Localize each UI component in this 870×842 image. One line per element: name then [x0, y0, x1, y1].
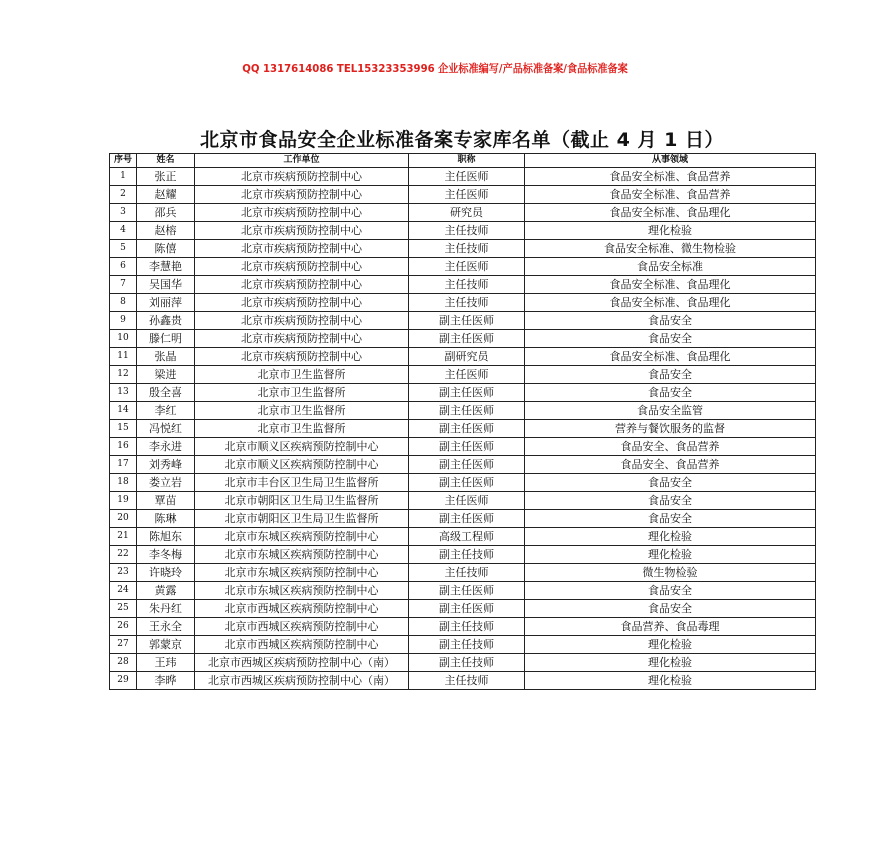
- table-row: [110, 384, 816, 402]
- table-row: [110, 168, 816, 186]
- cell-name: 黄露: [137, 582, 195, 600]
- cell-title: 高级工程师: [409, 528, 525, 546]
- cell-name: 李冬梅: [137, 546, 195, 564]
- contact-header: QQ 1317614086 TEL15323353996 企业标准编写/产品标准备案/食品标准备案: [242, 62, 628, 75]
- cell-field: 食品安全: [525, 312, 816, 330]
- cell-title: 主任医师: [409, 492, 525, 510]
- cell-unit: 北京市疾病预防控制中心: [195, 168, 409, 186]
- table-row: [110, 636, 816, 654]
- cell-no: 20: [110, 510, 137, 528]
- cell-title: 主任技师: [409, 672, 525, 690]
- cell-no: 26: [110, 618, 137, 636]
- cell-name: 李红: [137, 402, 195, 420]
- cell-unit: 北京市丰台区卫生局卫生监督所: [195, 474, 409, 492]
- expert-table: [109, 153, 816, 690]
- cell-unit: 北京市疾病预防控制中心: [195, 222, 409, 240]
- cell-field: 食品安全标准、食品理化: [525, 276, 816, 294]
- cell-no: 2: [110, 186, 137, 204]
- cell-name: 陈僖: [137, 240, 195, 258]
- table-row: [110, 618, 816, 636]
- table-row: [110, 312, 816, 330]
- cell-name: 王玮: [137, 654, 195, 672]
- cell-title: 副主任医师: [409, 312, 525, 330]
- cell-unit: 北京市疾病预防控制中心: [195, 294, 409, 312]
- cell-name: 陈旭东: [137, 528, 195, 546]
- cell-title: 副主任医师: [409, 582, 525, 600]
- cell-name: 殷全喜: [137, 384, 195, 402]
- table-row: [110, 564, 816, 582]
- cell-field: 食品安全标准、食品营养: [525, 168, 816, 186]
- cell-field: 食品安全标准、食品理化: [525, 204, 816, 222]
- page-title: 北京市食品安全企业标准备案专家库名单（截止 4 月 1 日）: [200, 129, 724, 151]
- cell-field: 食品安全: [525, 474, 816, 492]
- table-row: [110, 222, 816, 240]
- cell-field: 理化检验: [525, 222, 816, 240]
- cell-title: 副研究员: [409, 348, 525, 366]
- cell-field: 理化检验: [525, 654, 816, 672]
- cell-title: 主任技师: [409, 294, 525, 312]
- cell-no: 17: [110, 456, 137, 474]
- cell-name: 朱丹红: [137, 600, 195, 618]
- table-row: [110, 546, 816, 564]
- cell-title: 副主任技师: [409, 618, 525, 636]
- cell-name: 王永全: [137, 618, 195, 636]
- cell-no: 7: [110, 276, 137, 294]
- cell-title: 副主任医师: [409, 474, 525, 492]
- cell-unit: 北京市疾病预防控制中心: [195, 240, 409, 258]
- cell-field: 食品安全标准、食品理化: [525, 294, 816, 312]
- cell-name: 李永进: [137, 438, 195, 456]
- cell-field: 食品安全标准、食品营养: [525, 186, 816, 204]
- cell-title: 副主任医师: [409, 456, 525, 474]
- cell-no: 21: [110, 528, 137, 546]
- cell-no: 12: [110, 366, 137, 384]
- cell-name: 张正: [137, 168, 195, 186]
- cell-name: 滕仁明: [137, 330, 195, 348]
- cell-field: 理化检验: [525, 672, 816, 690]
- cell-title: 研究员: [409, 204, 525, 222]
- cell-no: 1: [110, 168, 137, 186]
- table-row: [110, 672, 816, 690]
- column-header-title: 职称: [409, 154, 525, 168]
- cell-title: 主任技师: [409, 240, 525, 258]
- table-row: [110, 294, 816, 312]
- cell-no: 25: [110, 600, 137, 618]
- cell-field: 理化检验: [525, 546, 816, 564]
- table-row: [110, 330, 816, 348]
- cell-name: 李慧艳: [137, 258, 195, 276]
- cell-no: 3: [110, 204, 137, 222]
- cell-no: 16: [110, 438, 137, 456]
- cell-field: 食品安全监管: [525, 402, 816, 420]
- cell-unit: 北京市疾病预防控制中心: [195, 348, 409, 366]
- cell-field: 食品安全: [525, 600, 816, 618]
- table-row: [110, 348, 816, 366]
- cell-no: 15: [110, 420, 137, 438]
- cell-unit: 北京市顺义区疾病预防控制中心: [195, 456, 409, 474]
- cell-unit: 北京市西城区疾病预防控制中心: [195, 600, 409, 618]
- cell-name: 娄立岩: [137, 474, 195, 492]
- cell-title: 主任医师: [409, 258, 525, 276]
- cell-field: 理化检验: [525, 528, 816, 546]
- cell-no: 11: [110, 348, 137, 366]
- table-header-row: [110, 154, 816, 168]
- cell-title: 副主任医师: [409, 330, 525, 348]
- table-row: [110, 510, 816, 528]
- cell-name: 李晔: [137, 672, 195, 690]
- cell-name: 陈琳: [137, 510, 195, 528]
- cell-field: 食品安全标准、食品理化: [525, 348, 816, 366]
- cell-name: 赵耀: [137, 186, 195, 204]
- column-header-no: 序号: [110, 154, 137, 168]
- cell-unit: 北京市卫生监督所: [195, 402, 409, 420]
- table-row: [110, 438, 816, 456]
- cell-no: 4: [110, 222, 137, 240]
- cell-name: 孙鑫贵: [137, 312, 195, 330]
- cell-unit: 北京市疾病预防控制中心: [195, 330, 409, 348]
- table-row: [110, 366, 816, 384]
- cell-field: 微生物检验: [525, 564, 816, 582]
- cell-no: 18: [110, 474, 137, 492]
- cell-field: 食品安全: [525, 330, 816, 348]
- cell-no: 6: [110, 258, 137, 276]
- cell-unit: 北京市朝阳区卫生局卫生监督所: [195, 510, 409, 528]
- cell-unit: 北京市卫生监督所: [195, 366, 409, 384]
- cell-no: 19: [110, 492, 137, 510]
- table-row: [110, 600, 816, 618]
- cell-unit: 北京市东城区疾病预防控制中心: [195, 582, 409, 600]
- cell-unit: 北京市东城区疾病预防控制中心: [195, 564, 409, 582]
- cell-title: 副主任医师: [409, 384, 525, 402]
- cell-no: 13: [110, 384, 137, 402]
- cell-title: 主任医师: [409, 366, 525, 384]
- cell-name: 张晶: [137, 348, 195, 366]
- cell-unit: 北京市卫生监督所: [195, 384, 409, 402]
- table-row: [110, 654, 816, 672]
- cell-name: 许晓玲: [137, 564, 195, 582]
- column-header-name: 姓名: [137, 154, 195, 168]
- cell-field: 食品安全: [525, 510, 816, 528]
- cell-unit: 北京市疾病预防控制中心: [195, 258, 409, 276]
- cell-name: 冯悦红: [137, 420, 195, 438]
- cell-no: 9: [110, 312, 137, 330]
- table-row: [110, 240, 816, 258]
- cell-unit: 北京市西城区疾病预防控制中心（南）: [195, 672, 409, 690]
- cell-no: 28: [110, 654, 137, 672]
- cell-name: 赵榕: [137, 222, 195, 240]
- cell-field: 营养与餐饮服务的监督: [525, 420, 816, 438]
- cell-no: 5: [110, 240, 137, 258]
- cell-unit: 北京市疾病预防控制中心: [195, 186, 409, 204]
- cell-name: 邵兵: [137, 204, 195, 222]
- cell-field: 食品安全: [525, 492, 816, 510]
- column-header-field: 从事领域: [525, 154, 816, 168]
- cell-title: 副主任技师: [409, 654, 525, 672]
- cell-title: 副主任医师: [409, 420, 525, 438]
- cell-title: 副主任医师: [409, 510, 525, 528]
- table-row: [110, 204, 816, 222]
- cell-title: 副主任技师: [409, 546, 525, 564]
- cell-field: 食品营养、食品毒理: [525, 618, 816, 636]
- cell-name: 覃苗: [137, 492, 195, 510]
- cell-title: 副主任医师: [409, 600, 525, 618]
- cell-unit: 北京市西城区疾病预防控制中心: [195, 618, 409, 636]
- cell-unit: 北京市西城区疾病预防控制中心: [195, 636, 409, 654]
- cell-field: 食品安全标准、微生物检验: [525, 240, 816, 258]
- cell-field: 食品安全标准: [525, 258, 816, 276]
- cell-field: 食品安全: [525, 384, 816, 402]
- cell-unit: 北京市西城区疾病预防控制中心（南）: [195, 654, 409, 672]
- cell-name: 吴国华: [137, 276, 195, 294]
- cell-field: 理化检验: [525, 636, 816, 654]
- table-row: [110, 492, 816, 510]
- cell-unit: 北京市卫生监督所: [195, 420, 409, 438]
- cell-no: 27: [110, 636, 137, 654]
- table-row: [110, 420, 816, 438]
- cell-unit: 北京市顺义区疾病预防控制中心: [195, 438, 409, 456]
- cell-title: 主任医师: [409, 168, 525, 186]
- cell-field: 食品安全、食品营养: [525, 438, 816, 456]
- cell-no: 23: [110, 564, 137, 582]
- cell-unit: 北京市疾病预防控制中心: [195, 204, 409, 222]
- column-header-unit: 工作单位: [195, 154, 409, 168]
- cell-name: 刘秀峰: [137, 456, 195, 474]
- cell-field: 食品安全: [525, 582, 816, 600]
- table-row: [110, 528, 816, 546]
- table-row: [110, 258, 816, 276]
- table-row: [110, 474, 816, 492]
- table-row: [110, 456, 816, 474]
- cell-name: 刘丽萍: [137, 294, 195, 312]
- cell-unit: 北京市朝阳区卫生局卫生监督所: [195, 492, 409, 510]
- table-row: [110, 186, 816, 204]
- cell-field: 食品安全、食品营养: [525, 456, 816, 474]
- cell-unit: 北京市疾病预防控制中心: [195, 276, 409, 294]
- cell-no: 10: [110, 330, 137, 348]
- cell-unit: 北京市东城区疾病预防控制中心: [195, 546, 409, 564]
- cell-field: 食品安全: [525, 366, 816, 384]
- cell-title: 主任技师: [409, 276, 525, 294]
- cell-no: 24: [110, 582, 137, 600]
- cell-title: 副主任医师: [409, 402, 525, 420]
- cell-no: 22: [110, 546, 137, 564]
- table-row: [110, 402, 816, 420]
- cell-unit: 北京市疾病预防控制中心: [195, 312, 409, 330]
- cell-no: 14: [110, 402, 137, 420]
- cell-name: 郭蒙京: [137, 636, 195, 654]
- cell-title: 副主任技师: [409, 636, 525, 654]
- cell-title: 副主任医师: [409, 438, 525, 456]
- cell-title: 主任技师: [409, 564, 525, 582]
- cell-title: 主任技师: [409, 222, 525, 240]
- cell-no: 29: [110, 672, 137, 690]
- cell-name: 梁进: [137, 366, 195, 384]
- table-row: [110, 582, 816, 600]
- cell-unit: 北京市东城区疾病预防控制中心: [195, 528, 409, 546]
- cell-no: 8: [110, 294, 137, 312]
- cell-title: 主任医师: [409, 186, 525, 204]
- table-row: [110, 276, 816, 294]
